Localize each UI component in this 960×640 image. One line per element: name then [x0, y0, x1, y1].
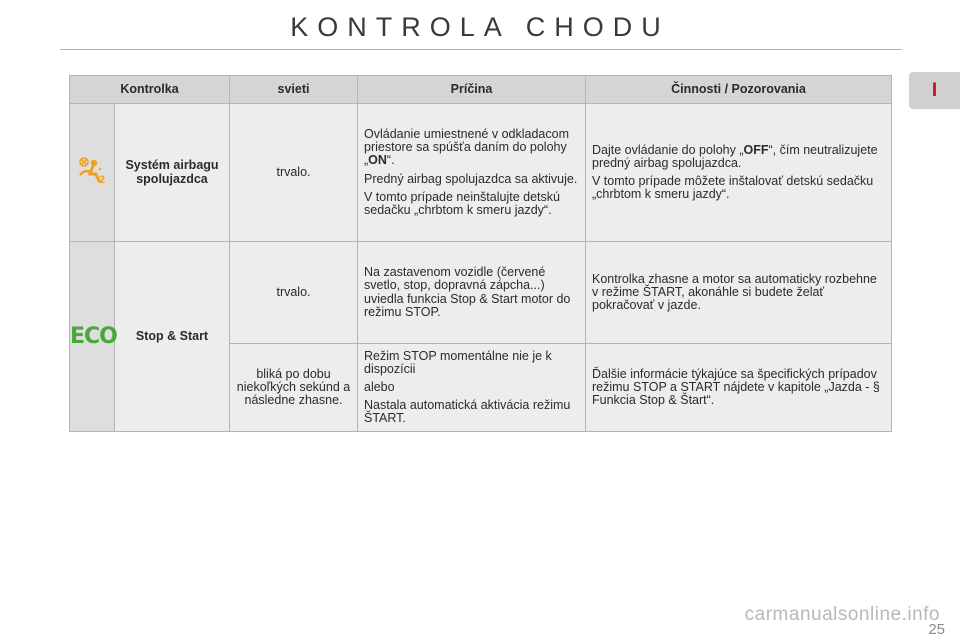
- action-text: Dajte ovládanie do polohy „: [592, 142, 744, 157]
- action-paragraph: V tomto prípade môžete inštalovať detskú sedačku „chrbtom k smeru jazdy“.: [592, 174, 874, 202]
- cause-paragraph: [364, 128, 579, 167]
- icon-cell: [70, 242, 115, 432]
- chapter-tab[interactable]: I: [909, 72, 960, 109]
- header-pricina: Príčina: [358, 76, 586, 104]
- table-row: [70, 104, 892, 242]
- light-state: bliká po dobu niekoľkých sekúnd a následne zhasne.: [230, 344, 358, 432]
- cause-paragraph: Režim STOP momentálne nie je k dispozícii: [364, 348, 552, 376]
- header-svieti: svieti: [230, 76, 358, 104]
- cause-paragraph: alebo: [364, 379, 395, 394]
- cause-text: Ovládanie umiestnené v odkladacom priestore sa spúšťa daním do polohy „: [364, 127, 569, 168]
- cause-cell: [358, 344, 586, 432]
- cause-text: “.: [386, 153, 395, 168]
- eco-icon: ECO: [70, 323, 117, 349]
- light-state: trvalo.: [230, 104, 358, 242]
- action-paragraph: Ďalšie informácie týkajúce sa špecifických prípadov režimu STOP a START nájdete v kapitole „Jazda - § Funkcia Stop & Štart“.: [592, 366, 880, 408]
- action-paragraph: [592, 144, 885, 170]
- light-name: Stop & Start: [115, 242, 230, 432]
- page-title: KONTROLA CHODU: [290, 12, 670, 42]
- action-bold: OFF: [743, 142, 769, 157]
- cause-bold: ON: [368, 153, 387, 168]
- header-kontrolka: Kontrolka: [70, 76, 230, 104]
- light-name: Systém airbagu spolujazdca: [115, 104, 230, 242]
- header-cinnosti: Činnosti / Pozorovania: [586, 76, 892, 104]
- icon-cell: [70, 104, 115, 242]
- cause-cell: [358, 104, 586, 242]
- watermark: carmanualsonline.info: [744, 604, 940, 625]
- action-cell: [586, 344, 892, 432]
- light-state: trvalo.: [230, 242, 358, 344]
- airbag-passenger-off-icon: [77, 174, 107, 188]
- action-cell: [586, 242, 892, 344]
- page-number: 25: [928, 621, 945, 638]
- table-row: [70, 242, 892, 344]
- action-cell: [586, 104, 892, 242]
- action-text: “, čím neutralizujete predný airbag spolujazdca.: [592, 142, 878, 170]
- cause-paragraph: Na zastavenom vozidle (červené svetlo, stop, dopravná zápcha...) uviedla funkcia Stop & Start motor do režimu STOP.: [364, 265, 571, 319]
- cause-paragraph: Predný airbag spolujazdca sa aktivuje.: [364, 171, 578, 186]
- cause-paragraph: Nastala automatická aktivácia režimu ŠTART.: [364, 398, 571, 426]
- svg-text:2: 2: [99, 173, 106, 185]
- warning-lights-table: [69, 75, 892, 432]
- cause-cell: [358, 242, 586, 344]
- table-header-row: [70, 76, 892, 104]
- action-paragraph: Kontrolka zhasne a motor sa automaticky rozbehne v režime ŠTART, akonáhle si budete želať pokračovať v jazde.: [592, 271, 877, 313]
- title-divider: [60, 49, 902, 50]
- cause-paragraph: V tomto prípade neinštalujte detskú sedačku „chrbtom k smeru jazdy“.: [364, 189, 560, 217]
